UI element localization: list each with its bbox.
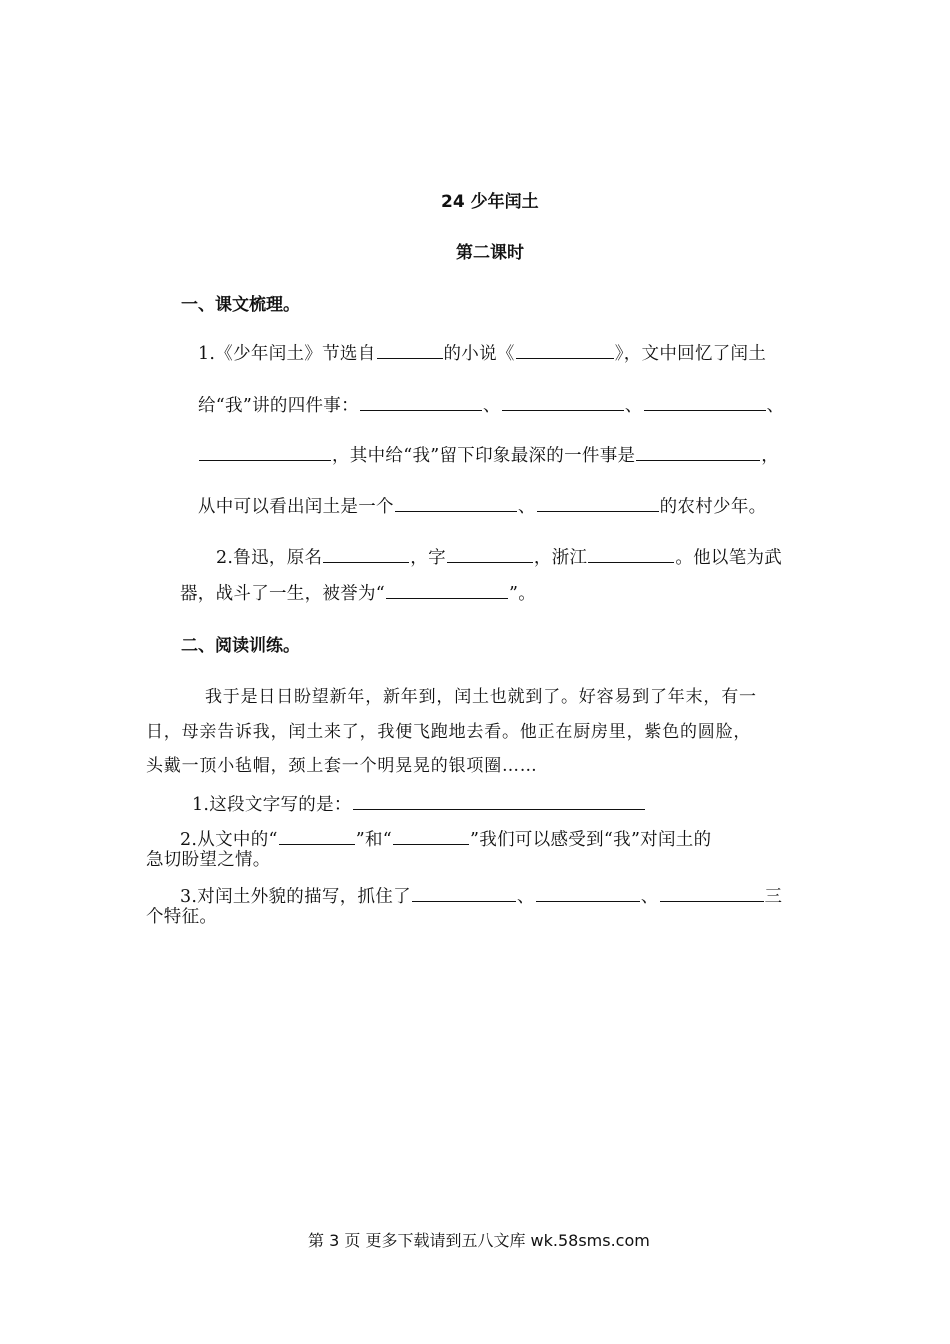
page-footer: 第 3 页 更多下载请到五八文库 wk.58sms.com	[308, 1231, 650, 1250]
blank-feature-3[interactable]	[660, 885, 764, 902]
q1-text-g: 的农村少年。	[659, 497, 767, 517]
blank-event-1[interactable]	[360, 394, 482, 411]
q2-text-d: 。他以笔为武	[675, 548, 783, 568]
q1-sep-4: 、	[517, 497, 536, 517]
q1-line-1	[198, 340, 766, 365]
section-heading-review: 一、课文梳理。	[181, 295, 300, 315]
page-title: 24 少年闰土	[441, 192, 539, 212]
section-heading-reading: 二、阅读训练。	[181, 636, 300, 656]
q1-line-4	[198, 493, 766, 518]
blank-word-2[interactable]	[393, 828, 469, 845]
q2-text-a: 2.鲁迅，原名	[216, 548, 323, 568]
lesson-subtitle: 第二课时	[456, 243, 524, 263]
blank-event-2[interactable]	[502, 394, 624, 411]
blank-feature-1[interactable]	[412, 885, 516, 902]
rq2-text-c: ”我们可以感受到“我”对闰土的	[470, 830, 712, 850]
rq3-text-a: 3.对闰土外貌的描写，抓住了	[180, 887, 411, 907]
passage-line-3: 头戴一顶小毡帽，颈上套一个明晃晃的银项圈……	[146, 756, 538, 776]
blank-hometown[interactable]	[588, 546, 674, 563]
q1-text-d: 给“我”讲的四件事：	[198, 396, 359, 416]
q1-text-b: 的小说《	[443, 344, 515, 364]
passage-line-2: 日，母亲告诉我，闰土来了，我便飞跑地去看。他正在厨房里，紫色的圆脸，	[146, 722, 752, 742]
rq2-line-2: 急切盼望之情。	[146, 850, 271, 870]
q1-line-2	[198, 392, 784, 417]
q2-text-f: ”。	[509, 584, 537, 604]
q1-sep-2: 、	[624, 396, 643, 416]
rq3-sep-1: 、	[516, 887, 535, 907]
q1-sep-3: 、	[766, 396, 785, 416]
rq3-sep-2: 、	[640, 887, 659, 907]
rq1-text: 1.这段文字写的是：	[192, 795, 352, 815]
q1-sep-1: 、	[482, 396, 501, 416]
q2-text-e: 器，战斗了一生，被誉为“	[180, 584, 386, 604]
q1-text-a: 1.《少年闰土》节选自	[198, 344, 376, 364]
q1-text-e: ，其中给“我”留下印象最深的一件事是	[332, 446, 636, 466]
q1-comma: ，	[761, 446, 780, 466]
q1-line-3	[198, 442, 779, 467]
blank-event-4[interactable]	[199, 444, 331, 461]
rq3-line-1	[180, 883, 782, 908]
q2-text-b: ，字	[410, 548, 446, 568]
blank-original-name[interactable]	[323, 546, 409, 563]
blank-honor-title[interactable]	[386, 582, 508, 599]
q2-text-c: ，浙江	[533, 548, 588, 568]
q1-text-c: 》，文中回忆了闰土	[614, 344, 767, 364]
rq2-text-b: ”和“	[355, 830, 393, 850]
blank-author[interactable]	[377, 342, 443, 359]
rq2-text-a: 2.从文中的“	[180, 830, 278, 850]
rq1-line	[192, 791, 646, 816]
blank-feature-2[interactable]	[536, 885, 640, 902]
blank-deepest-event[interactable]	[636, 444, 760, 461]
blank-novel[interactable]	[516, 342, 614, 359]
blank-passage-topic[interactable]	[353, 793, 645, 810]
rq3-text-b: 三	[764, 887, 783, 907]
q2-line-1	[216, 544, 782, 569]
q1-text-f: 从中可以看出闰土是一个	[198, 497, 394, 517]
q2-line-2	[180, 580, 536, 605]
blank-trait-1[interactable]	[395, 495, 517, 512]
blank-trait-2[interactable]	[537, 495, 659, 512]
blank-event-3[interactable]	[644, 394, 766, 411]
blank-word-1[interactable]	[279, 828, 355, 845]
passage-line-1: 我于是日日盼望新年，新年到，闰土也就到了。好容易到了年末，有一	[205, 687, 757, 707]
blank-courtesy-name[interactable]	[447, 546, 533, 563]
rq3-line-2: 个特征。	[146, 907, 218, 927]
